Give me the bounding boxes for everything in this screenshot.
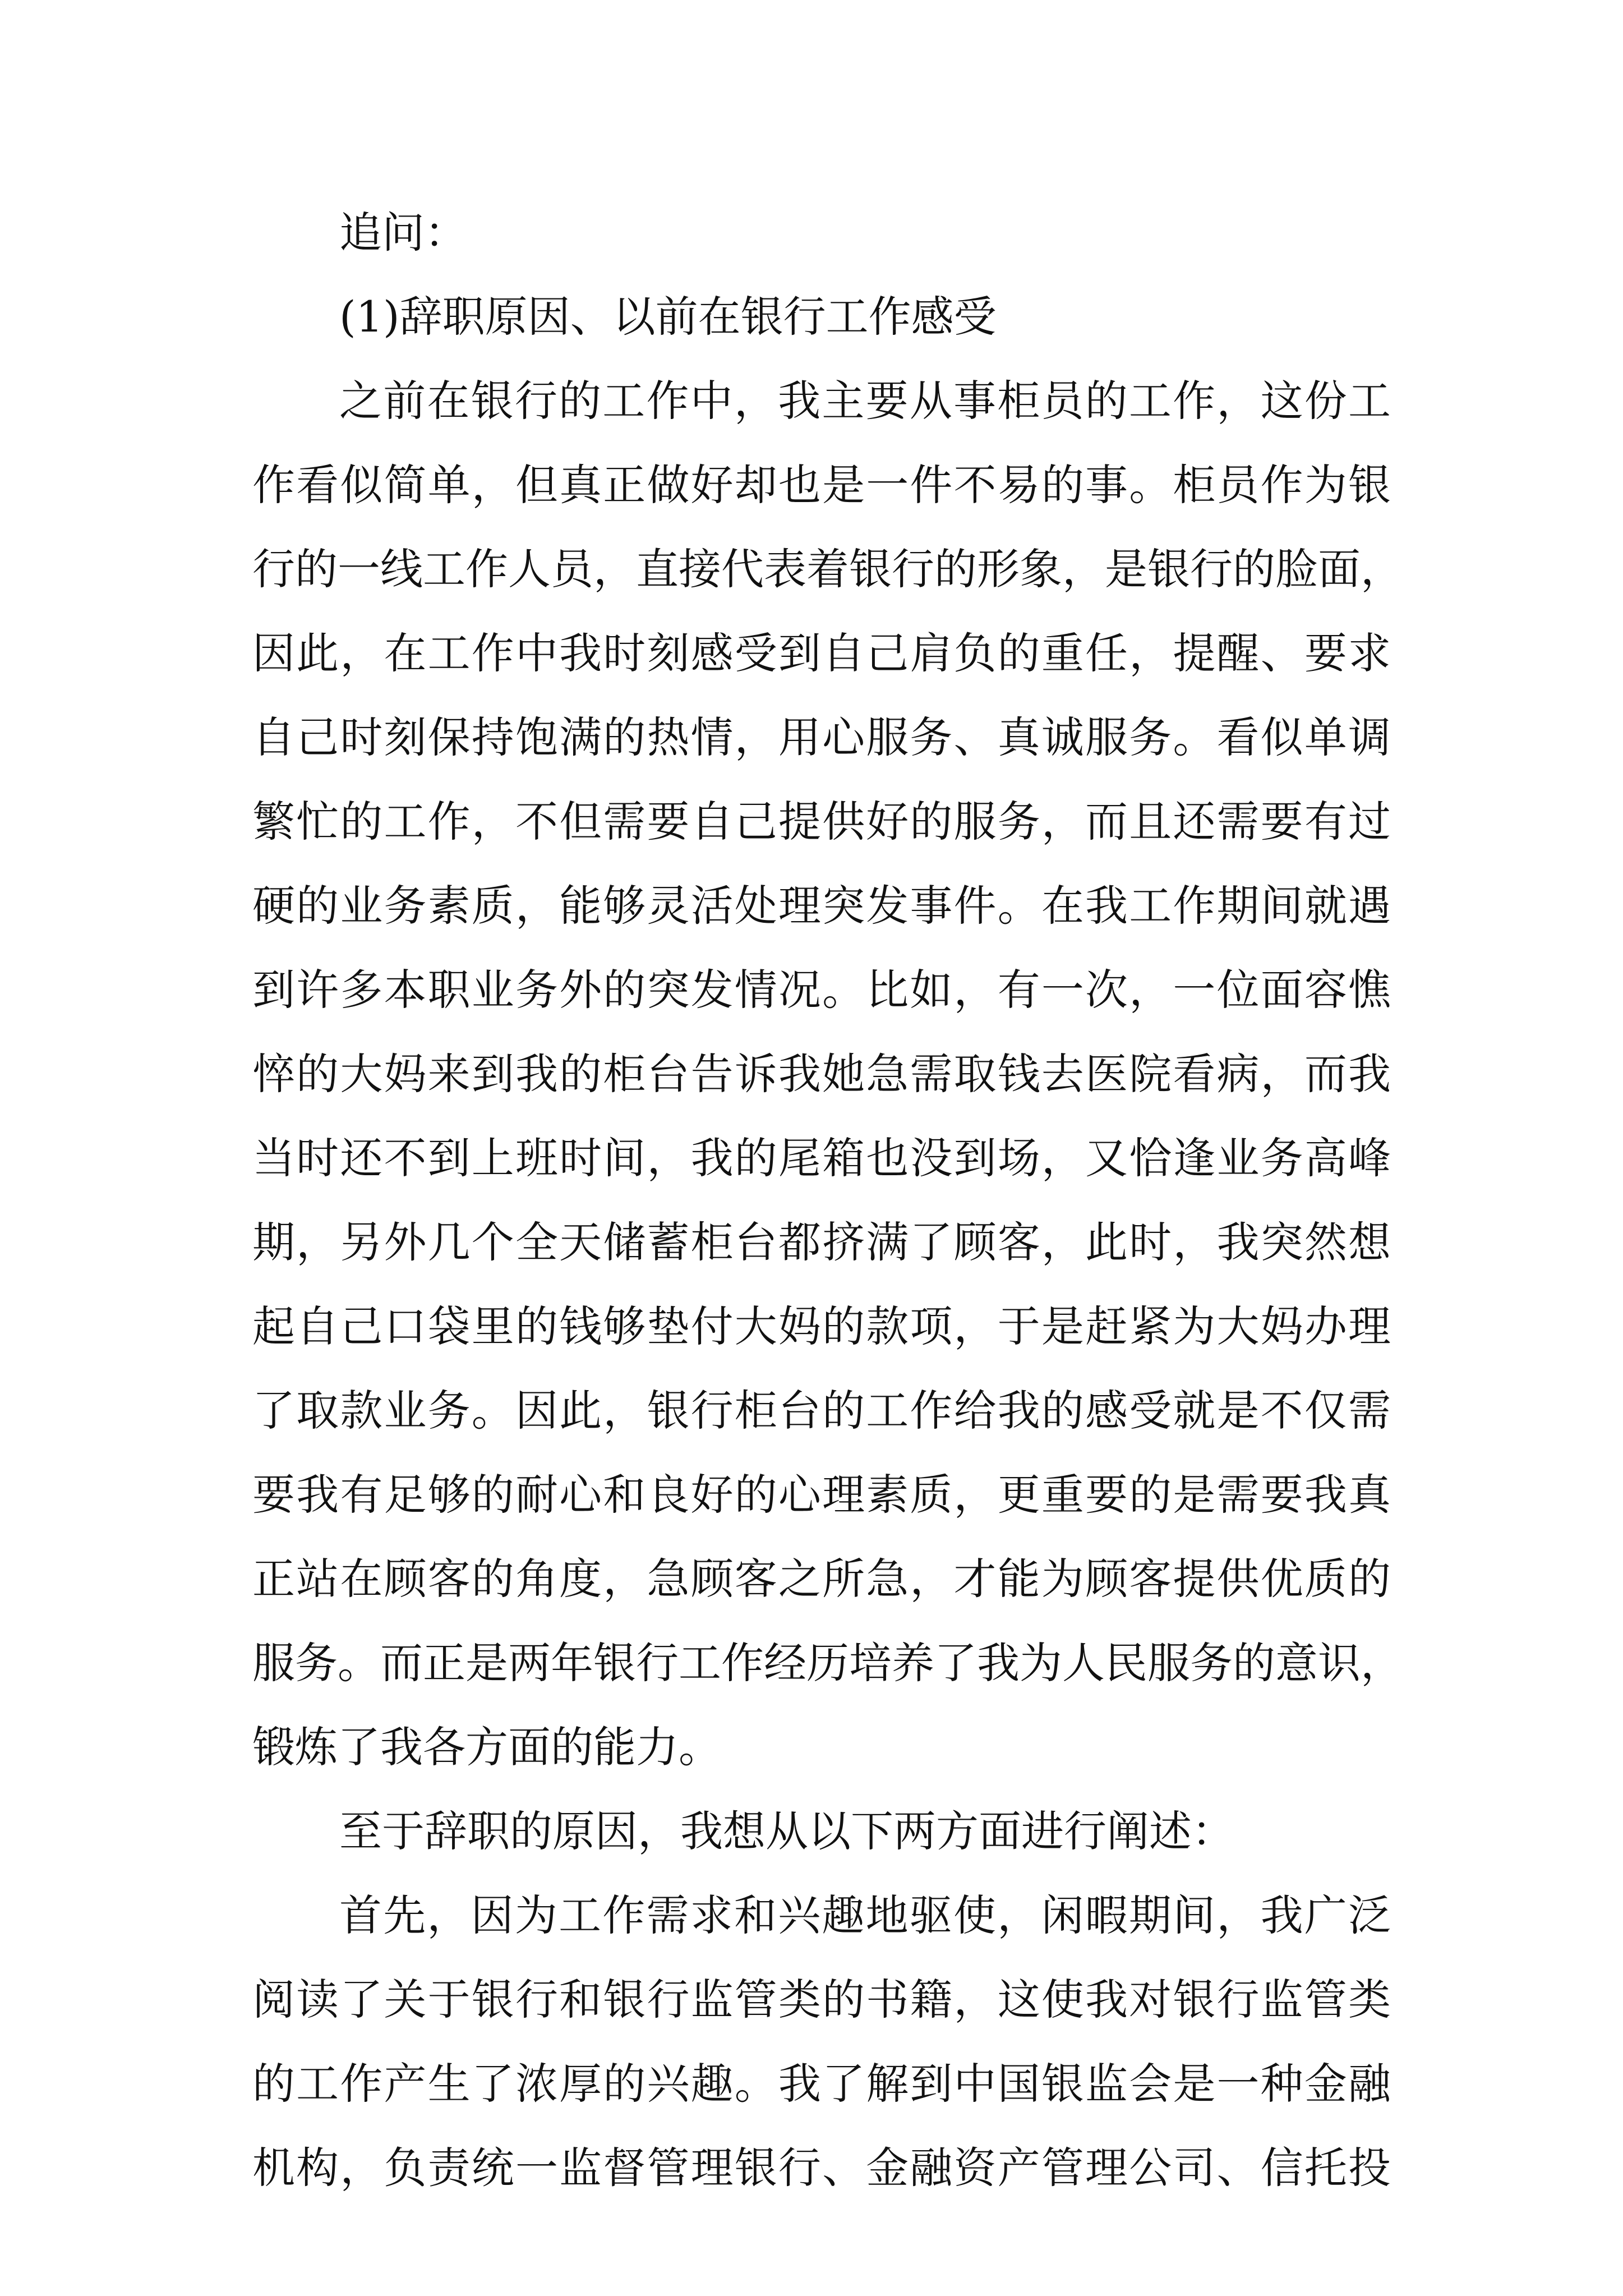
paragraph-1-line-16: 服务。而正是两年银行工作经历培养了我为人民服务的意识， [252,1638,1403,1688]
paragraph-1-line-13: 了取款业务。因此，银行柜台的工作给我的感受就是不仅需 [252,1386,1391,1435]
paragraph-3-line-3: 的工作产生了浓厚的兴趣。我了解到中国银监会是一种金融 [252,2059,1391,2109]
paragraph-1-line-6: 繁忙的工作，不但需要自己提供好的服务，而且还需要有过 [252,797,1391,846]
paragraph-3-line-4: 机构，负责统一监督管理银行、金融资产管理公司、信托投 [252,2143,1391,2193]
followup-heading: 追问： [339,208,467,257]
paragraph-1-line-1: 之前在银行的工作中，我主要从事柜员的工作，这份工 [339,376,1391,426]
paragraph-1-line-15: 正站在顾客的角度，急顾客之所急，才能为顾客提供优质的 [252,1554,1391,1604]
paragraph-1-line-9: 悴的大妈来到我的柜台告诉我她急需取钱去医院看病，而我 [252,1049,1391,1099]
paragraph-1-line-4: 因此，在工作中我时刻感受到自己肩负的重任，提醒、要求 [252,628,1391,678]
paragraph-1-line-7: 硬的业务素质，能够灵活处理突发事件。在我工作期间就遇 [252,881,1391,931]
paragraph-1-line-11: 期，另外几个全天储蓄柜台都挤满了顾客，此时，我突然想 [252,1217,1391,1267]
paragraph-1-line-8: 到许多本职业务外的突发情况。比如，有一次，一位面容憔 [252,965,1391,1015]
paragraph-1-line-2: 作看似简单，但真正做好却也是一件不易的事。柜员作为银 [252,460,1391,510]
paragraph-3-line-1: 首先，因为工作需求和兴趣地驱使，闲暇期间，我广泛 [339,1890,1391,1940]
paragraph-1-line-14: 要我有足够的耐心和良好的心理素质，更重要的是需要我真 [252,1470,1391,1520]
paragraph-3-line-2: 阅读了关于银行和银行监管类的书籍，这使我对银行监管类 [252,1975,1391,2024]
paragraph-1-line-5: 自己时刻保持饱满的热情，用心服务、真诚服务。看似单调 [252,712,1391,762]
paragraph-1-line-3: 行的一线工作人员，直接代表着银行的形象，是银行的脸面， [252,544,1403,594]
paragraph-1-line-10: 当时还不到上班时间，我的尾箱也没到场，又恰逢业务高峰 [252,1133,1391,1183]
paragraph-2-line-1: 至于辞职的原因，我想从以下两方面进行阐述： [339,1806,1234,1856]
paragraph-1-line-12: 起自己口袋里的钱够垫付大妈的款项，于是赶紧为大妈办理 [252,1301,1391,1351]
paragraph-1-line-17: 锻炼了我各方面的能力。 [252,1722,721,1772]
question-1-heading: (1)辞职原因、以前在银行工作感受 [339,292,997,342]
